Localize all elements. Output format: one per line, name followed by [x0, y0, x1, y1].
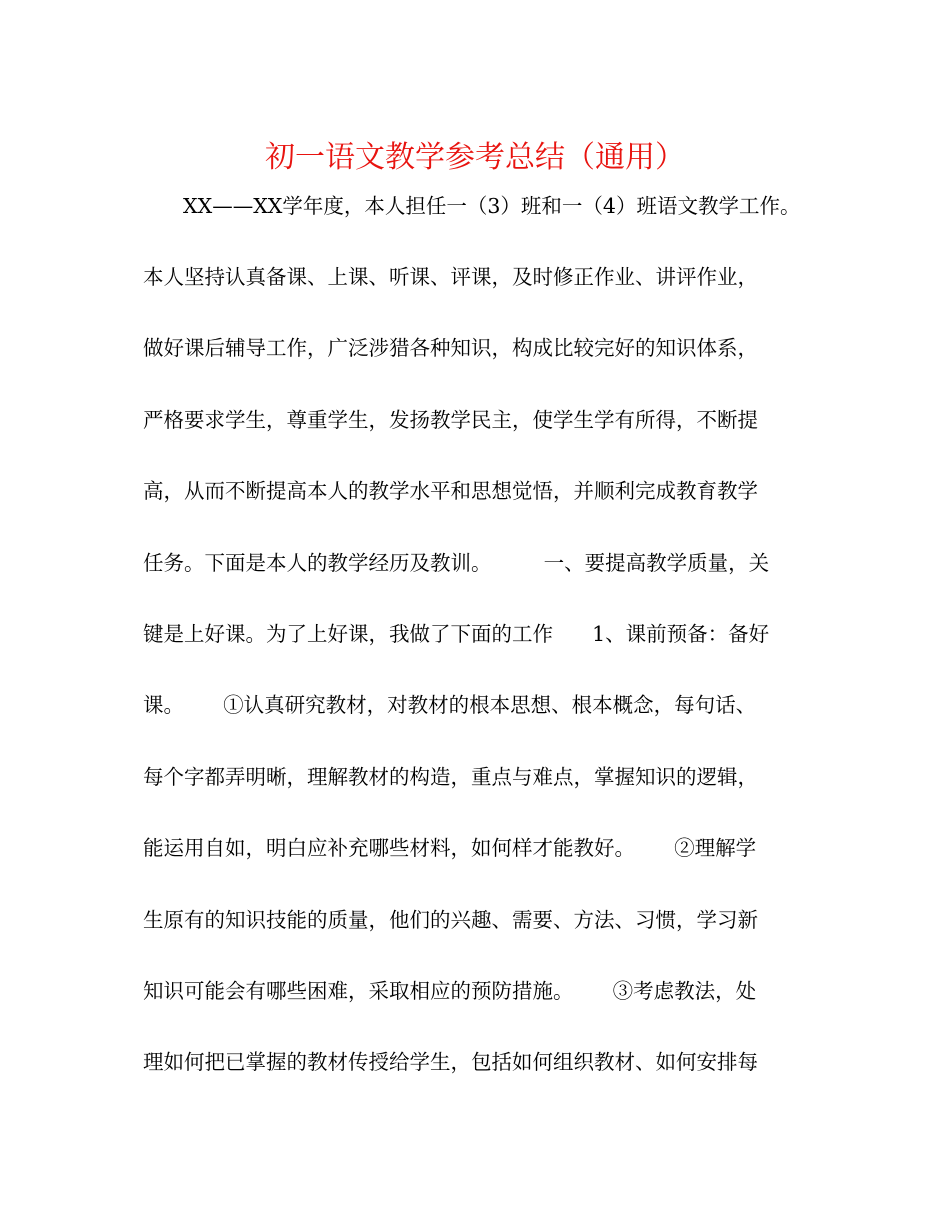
body-line: 高，从而不断提高本人的教学水平和思想觉悟，并顺利完成教育教学 [143, 479, 758, 503]
body-line: 生原有的知识技能的质量，他们的兴趣、需要、方法、习惯，学习新 [143, 908, 758, 932]
body-line: 任务。下面是本人的教学经历及教训。 一、要提高教学质量，关 [143, 551, 770, 575]
body-line: 理如何把已掌握的教材传授给学生，包括如何组织教材、如何安排每 [143, 1050, 758, 1074]
body-line: XX——XX学年度，本人担任一（3）班和一（4）班语文教学工作。 [183, 194, 801, 218]
body-line: 做好课后辅导工作，广泛涉猎各种知识，构成比较完好的知识体系， [143, 336, 758, 360]
body-line: 严格要求学生，尊重学生，发扬教学民主，使学生学有所得，不断提 [143, 408, 758, 432]
body-line: 本人坚持认真备课、上课、听课、评课，及时修正作业、讲评作业， [143, 265, 758, 289]
body-line: 每个字都弄明晰，理解教材的构造，重点与难点，掌握知识的逻辑， [143, 765, 758, 789]
body-line: 知识可能会有哪些困难，采取相应的预防措施。 ③考虑教法，处 [143, 979, 757, 1003]
document-title: 初一语文教学参考总结（通用） [265, 140, 685, 175]
body-line: 课。 ①认真研究教材，对教材的根本思想、根本概念，每句话、 [143, 693, 757, 717]
body-line: 能运用自如，明白应补充哪些材料，如何样才能教好。 ②理解学 [143, 836, 757, 860]
body-line: 键是上好课。为了上好课，我做了下面的工作 1、课前预备：备好 [143, 622, 770, 646]
